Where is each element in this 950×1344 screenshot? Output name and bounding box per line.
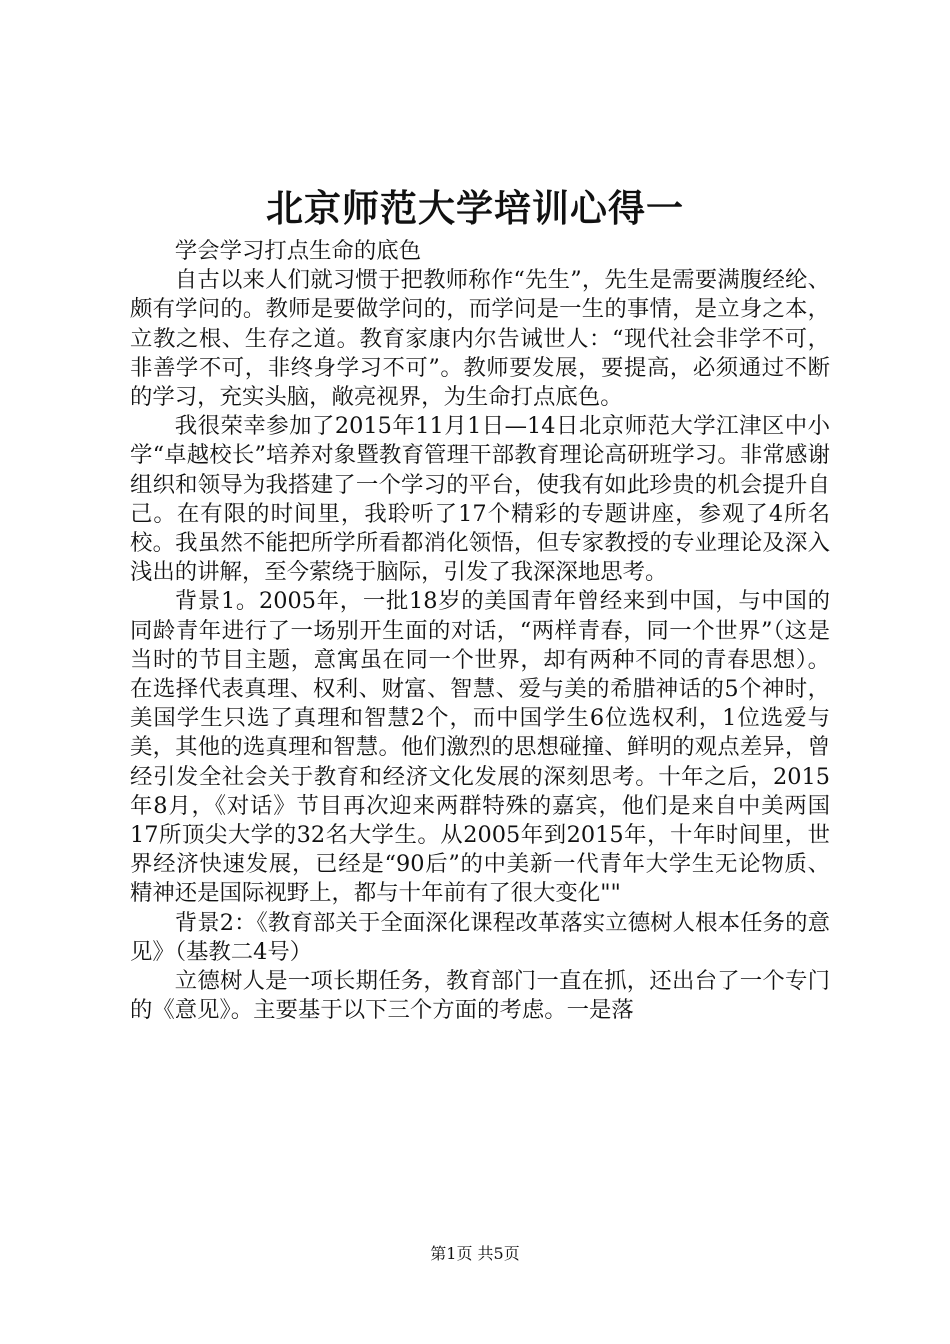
paragraph-subtitle: 学会学习打点生命的底色 <box>174 238 422 264</box>
paragraph: 背景1。2005年，一批18岁的美国青年曾经来到中国，与中国的同龄青年进行了一场别开生面的对话，“两样青春，同一个世界”（这是当时的节目主题，意寓虽在同一个世界，却有两种不同的青春思想）。在选择代表真理、权利、财富、智慧、爱与美的希腊神话的5个神时，美国学生只选了真理和智慧2个，而中国学生6位选权利，1位选爱与美，其他的选真理和智慧。他们激烈的思想碰撞、鲜明的观点差异，曾经引发全社会关于教育和经济文化发展的深刻思考。十年之后，2015年8月，《对话》节目再次迎来两群特殊的嘉宾，他们是来自中美两国17所顶尖大学的32名大学生。从2005年到2015年，十年时间里，世界经济快速发展，已经是“90后”的中美新一代青年大学生无论物质、精神还是国际视野上，都与十年前有了很大变化"" <box>130 588 830 907</box>
paragraph: 立德树人是一项长期任务，教育部门一直在抓，还出台了一个专门的《意见》。主要基于以下三个方面的考虑。一是落 <box>130 968 830 1024</box>
document-title: 北京师范大学培训心得一 <box>266 186 684 230</box>
document-body <box>130 237 830 1025</box>
page-number-footer: 第1页 共5页 <box>430 1244 520 1263</box>
paragraph: 我很荣幸参加了2015年11月1日—14日北京师范大学江津区中小学“卓越校长”培养对象暨教育管理干部教育理论高研班学习。非常感谢组织和领导为我搭建了一个学习的平台，使我有如此珍贵的机会提升自己。在有限的时间里，我聆听了17个精彩的专题讲座，参观了4所名校。我虽然不能把所学所看都消化领悟，但专家教授的专业理论及深入浅出的讲解，至今萦绕于脑际，引发了我深深地思考。 <box>130 413 830 586</box>
paragraph: 背景2：《教育部关于全面深化课程改革落实立德树人根本任务的意见》（基教二4号） <box>130 909 830 965</box>
paragraph: 自古以来人们就习惯于把教师称作“先生”，先生是需要满腹经纶、颇有学问的。教师是要做学问的，而学问是一生的事情，是立身之本，立教之根、生存之道。教育家康内尔告诫世人：“现代社会非学不可，非善学不可，非终身学习不可”。教师要发展，要提高，必须通过不断的学习，充实头脑，敞亮视界，为生命打点底色。 <box>130 267 830 411</box>
